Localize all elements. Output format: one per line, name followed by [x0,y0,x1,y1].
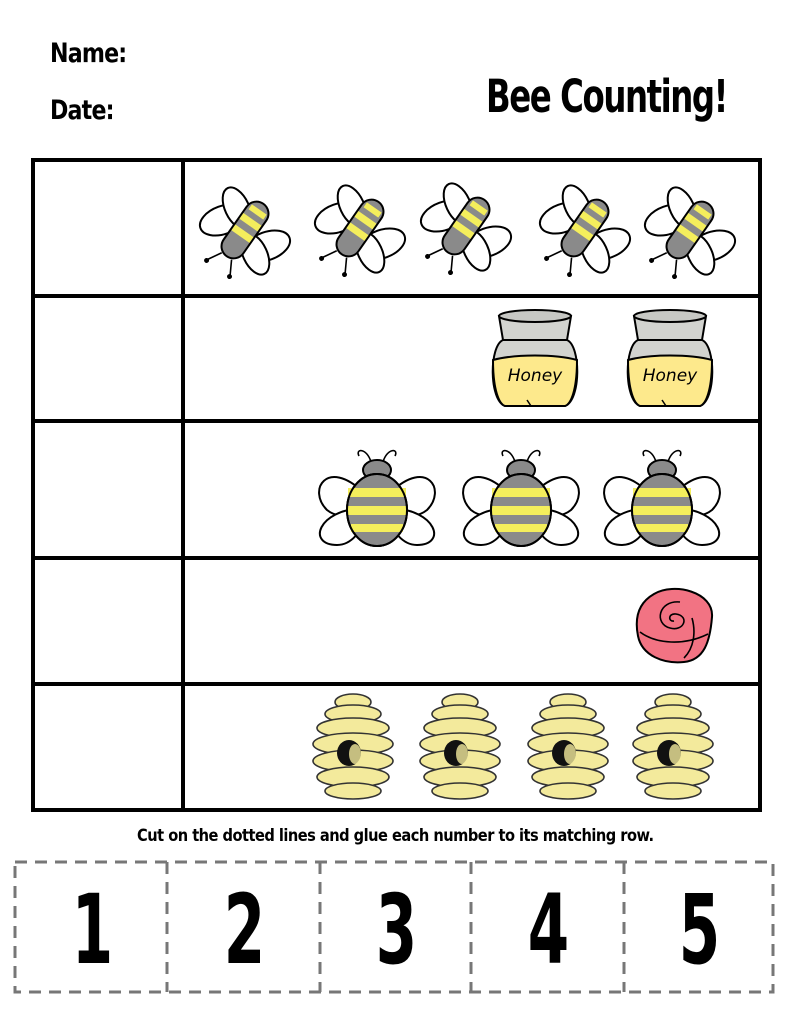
number-card-2[interactable] [169,874,319,986]
name-label: Name: [50,38,127,69]
page-title: Bee Counting! [486,70,728,123]
number-card-digit: 2 [223,874,265,986]
jar-label: Honey [507,366,563,386]
number-card-3[interactable] [321,874,471,986]
number-card-digit: 5 [678,874,720,986]
number-card-4[interactable] [473,874,623,986]
cut-instruction-text: Cut on the dotted lines and glue each number to its matching row. [137,826,654,846]
number-card-5[interactable] [624,874,774,986]
number-card-digit: 1 [71,874,113,986]
number-card-1[interactable] [17,874,167,986]
number-card-digit: 4 [527,874,569,986]
date-label: Date: [50,95,114,126]
jar-label: Honey [642,366,698,386]
number-card-digit: 3 [375,874,417,986]
